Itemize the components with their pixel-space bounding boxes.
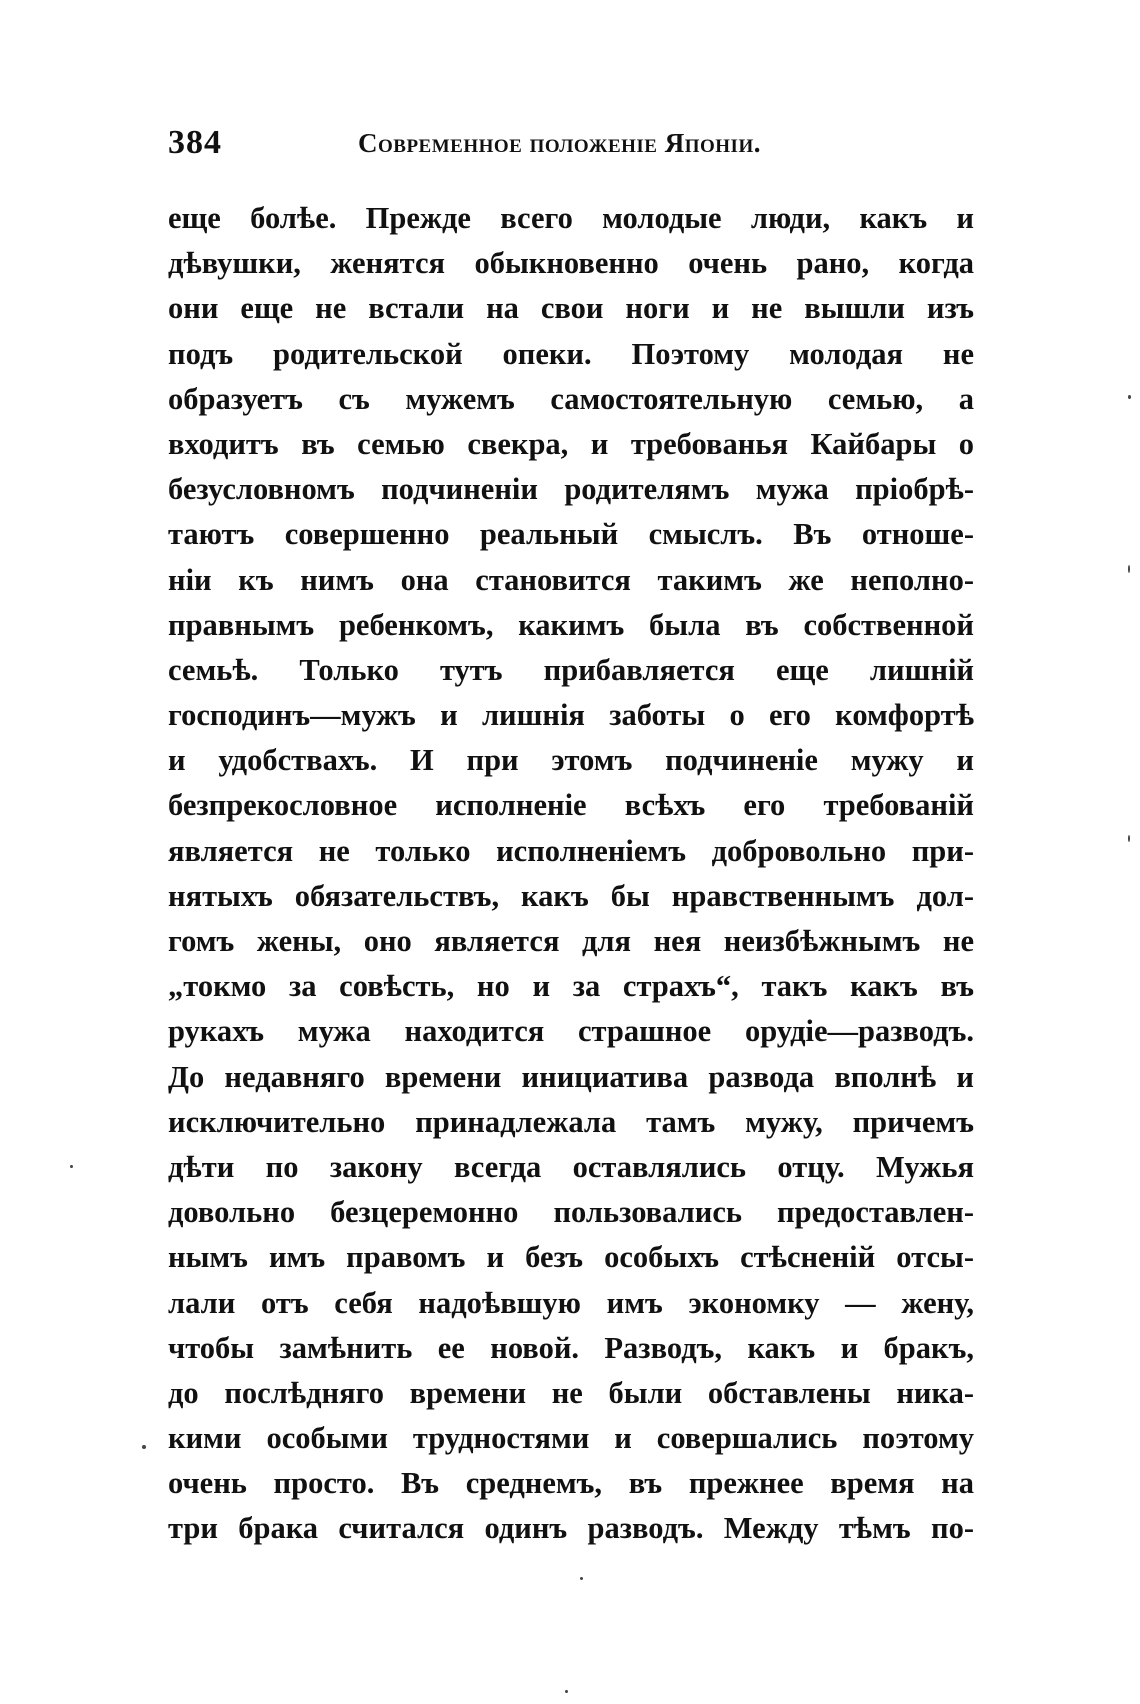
- text-line: правнымъ ребенкомъ, какимъ была въ собственной: [168, 607, 974, 642]
- scan-speck: [1128, 835, 1130, 842]
- text-line: таютъ совершенно реальный смыслъ. Въ отноше-: [168, 517, 974, 552]
- text-line: до послѣдняго времени не были обставлены ника-: [168, 1375, 974, 1410]
- body-text: [168, 196, 974, 1552]
- text-line: является не только исполненіемъ добровольно при-: [168, 833, 974, 868]
- scan-speck: [580, 1577, 583, 1580]
- running-title: Современное положеніе Японіи.: [358, 128, 761, 158]
- text-line: ніи къ нимъ она становится такимъ же неполно-: [168, 562, 974, 597]
- scan-speck: [1128, 395, 1131, 399]
- text-line: входитъ въ семью свекра, и требованья Кайбары о: [168, 426, 974, 461]
- text-line: исключительно принадлежала тамъ мужу, причемъ: [168, 1104, 974, 1139]
- text-line: чтобы замѣнить ее новой. Разводъ, какъ и бракъ,: [168, 1330, 974, 1365]
- text-line: гомъ жены, оно является для нея неизбѣжнымъ не: [168, 924, 974, 958]
- scan-speck: [1128, 565, 1130, 573]
- text-line: три брака считался одинъ разводъ. Между тѣмъ по-: [168, 1511, 974, 1546]
- text-line: и удобствахъ. И при этомъ подчиненіе мужу и: [168, 743, 974, 778]
- text-line: подъ родительской опеки. Поэтому молодая не: [168, 336, 974, 371]
- text-line: дѣвушки, женятся обыкновенно очень рано, когда: [168, 246, 974, 281]
- text-line: безусловномъ подчиненіи родителямъ мужа пріобрѣ-: [168, 472, 974, 507]
- text-line: довольно безцеремонно пользовались предоставлен-: [168, 1195, 974, 1230]
- text-line: безпрекословное исполненіе всѣхъ его требованій: [168, 788, 974, 823]
- text-line: семьѣ. Только тутъ прибавляется еще лишній: [168, 652, 974, 687]
- text-line: нятыхъ обязательствъ, какъ бы нравственнымъ дол-: [168, 878, 974, 913]
- text-line: рукахъ мужа находится страшное орудіе—разводъ.: [168, 1014, 974, 1049]
- text-line: они еще не встали на свои ноги и не вышли изъ: [168, 291, 974, 326]
- text-line: лали отъ себя надоѣвшую имъ экономку — жену,: [168, 1285, 974, 1320]
- page-number: 384: [168, 124, 222, 161]
- text-line: господинъ—мужъ и лишнія заботы о его комфортѣ: [168, 698, 974, 733]
- scan-speck: [565, 1690, 568, 1693]
- page-header: [168, 124, 968, 174]
- text-line: До недавняго времени инициатива развода вполнѣ и: [168, 1059, 974, 1094]
- text-line: нымъ имъ правомъ и безъ особыхъ стѣсненій отсы-: [168, 1240, 974, 1275]
- text-line: „токмо за совѣсть, но и за страхъ“, такъ какъ въ: [168, 969, 974, 1004]
- text-line: дѣти по закону всегда оставлялись отцу. Мужья: [168, 1149, 974, 1184]
- text-line: еще болѣе. Прежде всего молодые люди, какъ и: [168, 201, 974, 235]
- text-line: очень просто. Въ среднемъ, въ прежнее время на: [168, 1466, 974, 1501]
- text-line: образуетъ съ мужемъ самостоятельную семью, а: [168, 381, 974, 416]
- text-line: кими особыми трудностями и совершались поэтому: [168, 1421, 974, 1456]
- scan-speck: [70, 1165, 73, 1168]
- scan-speck: [142, 1445, 146, 1449]
